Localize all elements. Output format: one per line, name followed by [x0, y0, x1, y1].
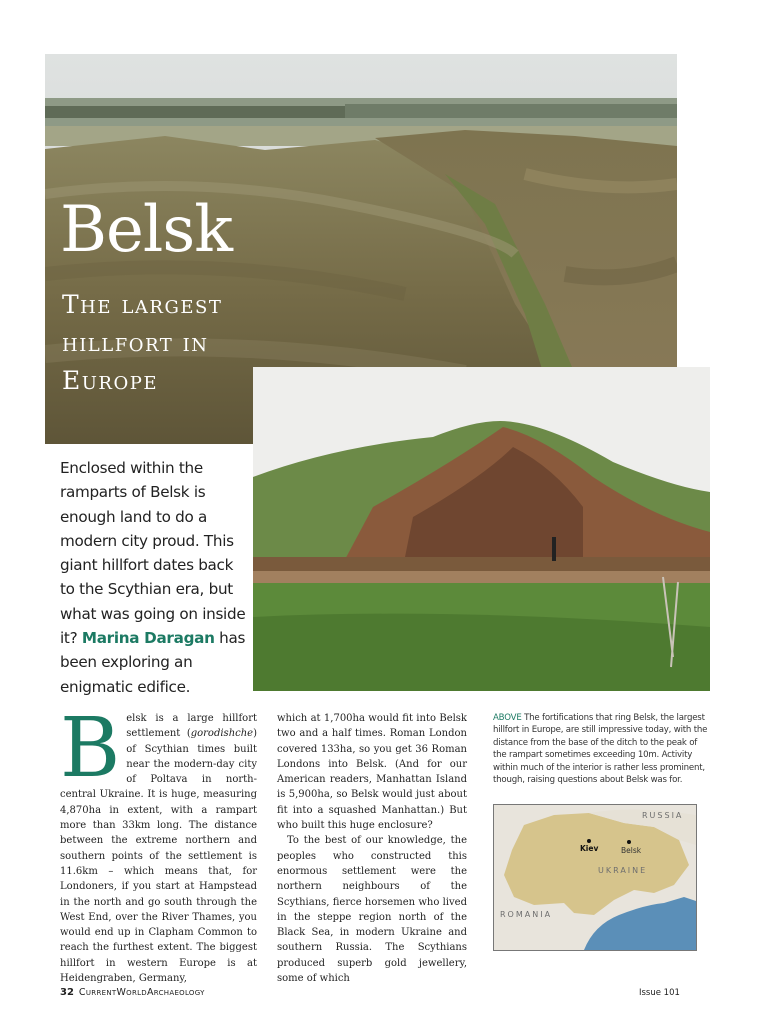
caption-text: The fortifications that ring Belsk, the largest hillfort in Europe, are still impressive today, with the distance from the base of the ditch to the peak of the rampart sometimes exceeding 10m. Activity within much of the interior is rather less prominent, though, raising questions about Belsk was for. [493, 713, 708, 786]
col2-paragraph-1: which at 1,700ha would fit into Belsk two and a half times. Roman London covered 133ha, so you get 36 Roman Londons into Belsk. (And for our American readers, Manhattan Island is 5,900ha, so Belsk would just about fit into a squashed Manhattan.) But who built this huge enclosure? [277, 713, 467, 832]
locator-map [493, 804, 697, 951]
footer-left [60, 987, 205, 998]
article-title: Belsk [60, 193, 232, 267]
map-label-kiev: Kiev [580, 844, 599, 853]
caption-label: ABOVE [493, 713, 522, 723]
intro-tail: has been exploring an enigmatic edifice. [60, 629, 246, 696]
col2-paragraph-2: To the best of our knowledge, the peoples who constructed this enormous settlement were the northern neighbours of the Scythians, fierce horsemen who lived in the steppe region north of the Black Sea, in modern Ukraine and southern Russia. The Scythians produced superb gold jewellery, some of which [277, 835, 467, 985]
map-label-romania: ROMANIA [500, 910, 553, 919]
map-label-russia: RUSSIA [642, 811, 684, 820]
col1-rest: ) of Scythian times built near the modern-day city of Poltava in north-central Ukraine. It is huge, measuring 4,870ha in extent, with a rampart more than 33km long. The distance between the extreme northern and southern points of the settlement is 11.6km – which means that, for Londoners, if you start at Hampstead in the north and go south through the West End, over the River Thames, you would end up in Clapham Common to reach the furthest extent. The biggest hillfort in western Europe is at Heidengraben, Germany, [60, 728, 257, 985]
article-subtitle: The largest hillfort in Europe [62, 290, 223, 395]
magazine-name: CurrentWorldArchaeology [78, 987, 205, 998]
author-name: Marina Daragan [81, 629, 215, 648]
issue-number: Issue 101 [639, 988, 680, 998]
rampart-section-photo [253, 367, 710, 691]
intro-standfirst [60, 456, 250, 699]
photo-caption [493, 712, 708, 786]
map-label-belsk: Belsk [621, 846, 642, 855]
col1-term: gorodishche [190, 728, 254, 740]
map-label-ukraine: UKRAINE [598, 866, 648, 875]
intro-text: Enclosed within the ramparts of Belsk is enough land to do a modern city proud. This giant hillfort dates back to the Scythian era, but what was going on inside it? [60, 459, 246, 648]
body-column-1 [60, 701, 257, 986]
body-column-2 [277, 711, 467, 986]
col1-lead: elsk is a large hillfort settlement ( [126, 713, 257, 740]
page-number: 32 [60, 987, 74, 998]
drop-cap: B [60, 701, 121, 796]
